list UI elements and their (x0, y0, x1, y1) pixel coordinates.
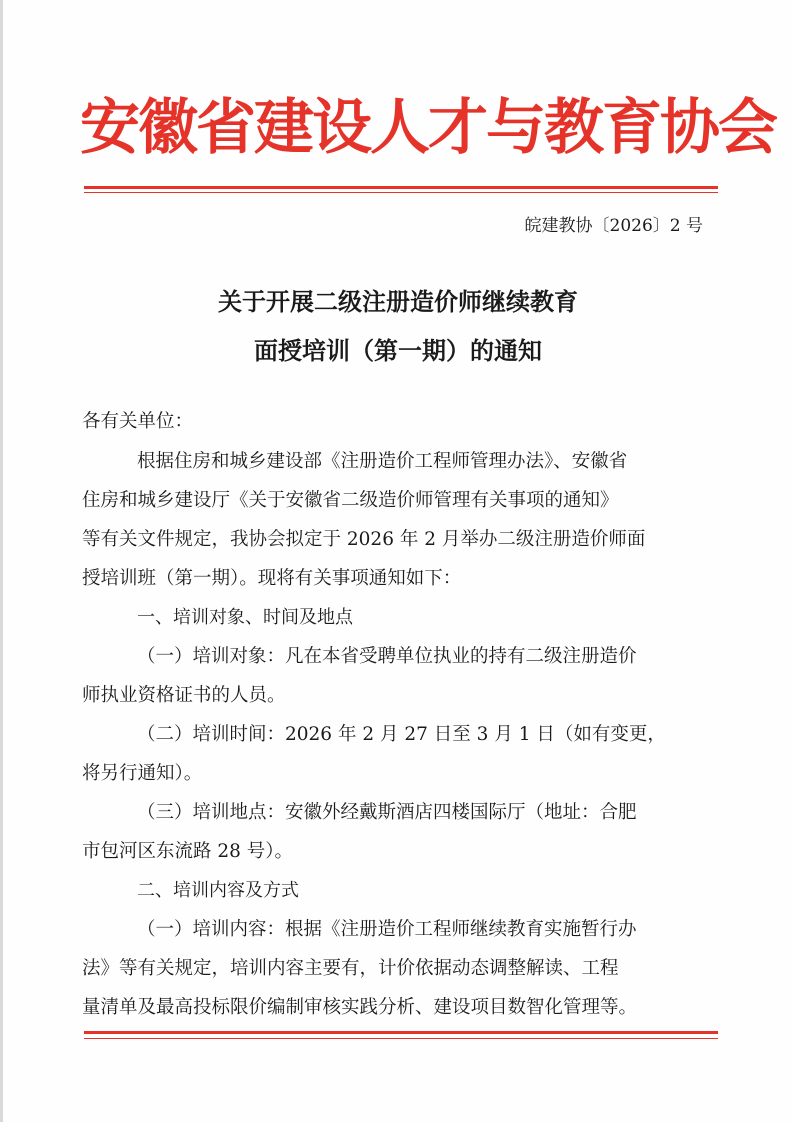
header-rule-thick (84, 186, 718, 189)
content-line-1: （一）培训内容：根据《注册造价工程师继续教育实施暂行办 (137, 919, 637, 940)
header-rule-thin (84, 192, 718, 193)
intro-line-1: 根据住房和城乡建设部《注册造价工程师管理办法》、安徽省 (137, 451, 628, 472)
section-heading-2: 二、培训内容及方式 (137, 880, 299, 901)
document-number: 皖建教协〔2026〕2 号 (524, 216, 703, 236)
content-line-2: 法》等有关规定，培训内容主要有，计价依据动态调整解读、工程 (82, 958, 619, 979)
title-line-2: 面授培训（第一期）的通知 (254, 336, 542, 365)
intro-line-4: 授培训班（第一期）。现将有关事项通知如下： (82, 568, 462, 589)
section-heading-1: 一、培训对象、时间及地点 (137, 607, 353, 628)
intro-line-2: 住房和城乡建设厅《关于安徽省二级造价师管理有关事项的通知》 (82, 490, 619, 511)
intro-line-3: 等有关文件规定，我协会拟定于 2026 年 2 月举办二级注册造价师面 (82, 529, 646, 550)
target-line-1: （一）培训对象：凡在本省受聘单位执业的持有二级注册造价 (137, 646, 637, 667)
org-masthead: 安徽省建设人才与教育协会 (80, 93, 776, 163)
page-edge (0, 0, 3, 1122)
footer-rule-thick (84, 1031, 718, 1034)
time-line-2: 将另行通知）。 (82, 763, 203, 784)
location-line-2: 市包河区东流路 28 号）。 (82, 841, 294, 862)
target-line-2: 师执业资格证书的人员。 (82, 685, 286, 706)
location-line-1: （三）培训地点：安徽外经戴斯酒店四楼国际厅（地址：合肥 (137, 802, 637, 823)
content-line-3: 量清单及最高投标限价编制审核实践分析、建设项目数智化管理等。 (82, 997, 638, 1018)
footer-rule-thin (84, 1038, 718, 1039)
time-line-1: （二）培训时间：2026 年 2 月 27 日至 3 月 1 日（如有变更， (137, 724, 666, 745)
title-line-1: 关于开展二级注册造价师继续教育 (218, 287, 578, 316)
salutation: 各有关单位： (82, 411, 194, 432)
